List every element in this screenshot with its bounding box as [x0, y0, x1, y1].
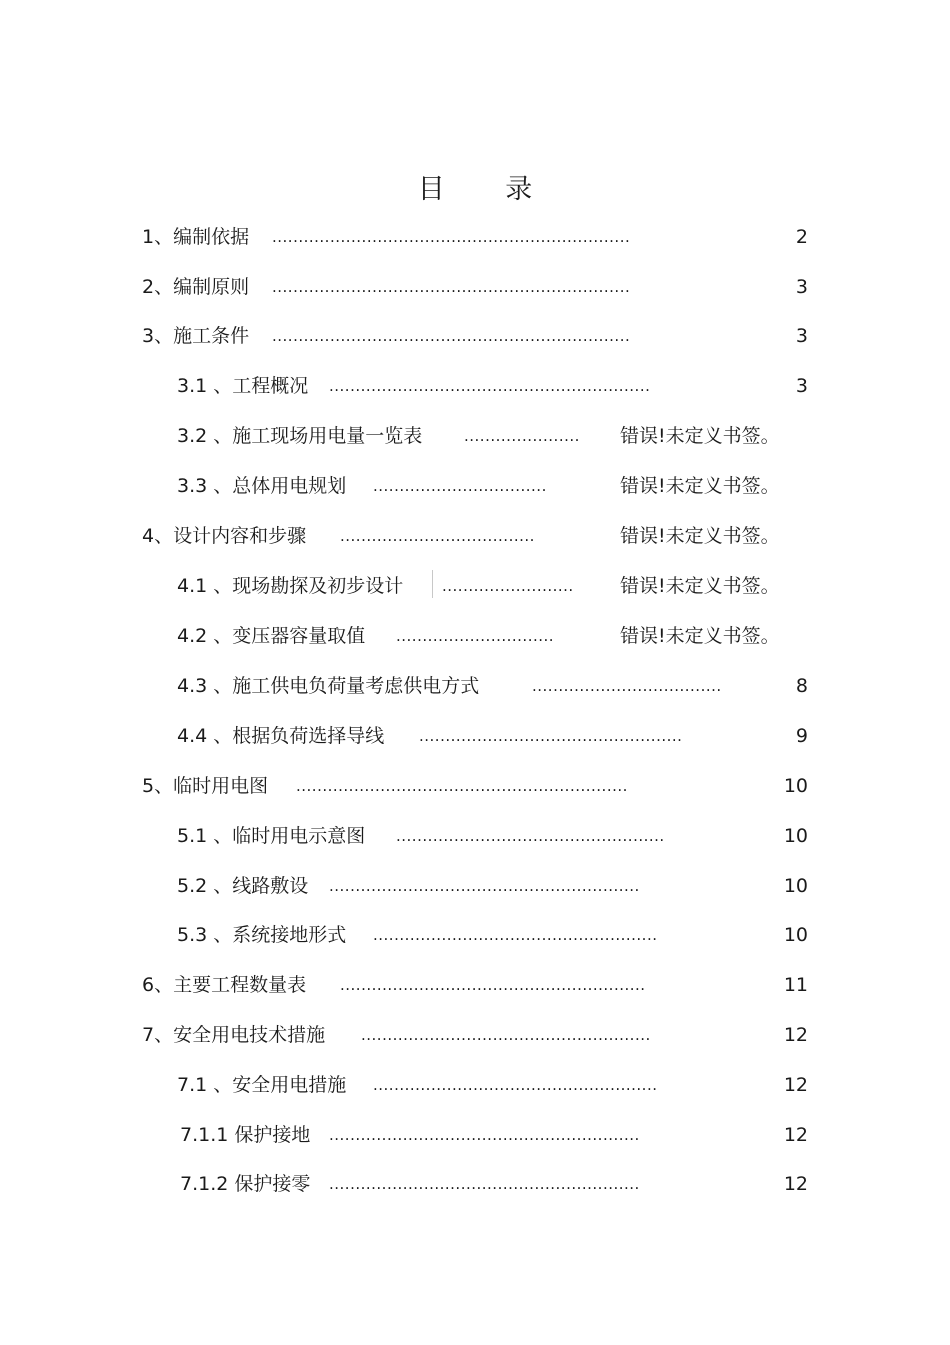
toc-leader-dots: ..................................... — [340, 527, 535, 545]
toc-leader-dots: .................................................................... — [272, 327, 631, 345]
toc-entry[interactable] — [180, 1122, 808, 1148]
toc-entry-page: 12 — [783, 1173, 808, 1195]
toc-entry-label: 4.2 、变压器容量取值 — [177, 625, 366, 647]
toc-leader-dots: .................................................. — [419, 727, 683, 745]
toc-leader-dots: .................................................................... — [272, 228, 631, 246]
toc-leader-dots: ................................. — [373, 477, 547, 495]
toc-leader-dots: .................................... — [532, 677, 722, 695]
toc-entry[interactable] — [177, 823, 808, 849]
toc-leader-dots: ........................................................... — [329, 877, 640, 895]
toc-entry[interactable] — [177, 623, 808, 649]
toc-entry-page: 错误!未定义书签。 — [620, 475, 780, 497]
toc-leader-dots: ............................................................. — [329, 377, 651, 395]
toc-entry[interactable] — [142, 773, 808, 799]
toc-entry-page: 错误!未定义书签。 — [620, 525, 780, 547]
toc-entry[interactable] — [177, 573, 808, 599]
toc-entry-label: 6、主要工程数量表 — [142, 974, 307, 996]
toc-entry[interactable] — [177, 673, 808, 699]
toc-leader-dots: ...................... — [464, 427, 580, 445]
toc-entry[interactable] — [177, 423, 808, 449]
toc-entry[interactable] — [142, 523, 808, 549]
toc-entry-page: 10 — [783, 775, 808, 797]
toc-entry[interactable] — [177, 723, 808, 749]
toc-entry[interactable] — [142, 1022, 808, 1048]
toc-entry-label: 4、设计内容和步骤 — [142, 525, 307, 547]
toc-title: 目 录 — [417, 174, 559, 205]
toc-leader-dots: ...................................................... — [373, 1076, 658, 1094]
toc-entry-label: 4.3 、施工供电负荷量考虑供电方式 — [177, 675, 480, 697]
toc-entry-page: 3 — [795, 276, 808, 298]
toc-entry-page: 11 — [783, 974, 808, 996]
toc-entry-label: 7.1.1 保护接地 — [180, 1124, 311, 1146]
toc-entry-page: 10 — [783, 924, 808, 946]
toc-entry-label: 3、施工条件 — [142, 325, 250, 347]
toc-leader-dots: ......................... — [442, 577, 574, 595]
toc-leader-dots: .............................. — [396, 627, 555, 645]
toc-entry[interactable] — [180, 1171, 808, 1197]
toc-entry[interactable] — [142, 224, 808, 250]
toc-leader-dots: ................................................... — [396, 827, 665, 845]
toc-entry-page: 10 — [783, 875, 808, 897]
toc-entry[interactable] — [177, 473, 808, 499]
toc-entry-label: 5.3 、系统接地形式 — [177, 924, 347, 946]
toc-leader-dots: ....................................................... — [361, 1026, 651, 1044]
toc-entry-page: 9 — [795, 725, 808, 747]
toc-entry[interactable] — [142, 323, 808, 349]
toc-leader-dots: ........................................................... — [329, 1126, 640, 1144]
toc-entry-label: 4.1 、现场勘探及初步设计 — [177, 575, 404, 597]
toc-entry-label: 3.2 、施工现场用电量一览表 — [177, 425, 423, 447]
toc-entry-page: 2 — [795, 226, 808, 248]
toc-entry-label: 1、编制依据 — [142, 226, 250, 248]
toc-entry-label: 4.4 、根据负荷选择导线 — [177, 725, 385, 747]
toc-entry-page: 3 — [795, 375, 808, 397]
toc-entry[interactable] — [177, 922, 808, 948]
toc-entry[interactable] — [177, 873, 808, 899]
toc-entry[interactable] — [142, 274, 808, 300]
toc-entry-page: 错误!未定义书签。 — [620, 425, 780, 447]
toc-entry-label: 5、临时用电图 — [142, 775, 269, 797]
toc-leader-dots: .......................................................... — [340, 976, 646, 994]
toc-entry-label: 5.2 、线路敷设 — [177, 875, 309, 897]
toc-entry-label: 2、编制原则 — [142, 276, 250, 298]
toc-entry-page: 12 — [783, 1124, 808, 1146]
toc-entry-page: 10 — [783, 825, 808, 847]
toc-leader-dots: ...................................................... — [373, 926, 658, 944]
toc-entry-page: 8 — [795, 675, 808, 697]
toc-entry-label: 3.1 、工程概况 — [177, 375, 309, 397]
toc-entry[interactable] — [177, 373, 808, 399]
toc-leader-dots: ........................................................... — [329, 1175, 640, 1193]
toc-entry-page: 3 — [795, 325, 808, 347]
toc-entry-page: 12 — [783, 1024, 808, 1046]
toc-entry-label: 7、安全用电技术措施 — [142, 1024, 326, 1046]
text-cursor-mark — [432, 570, 433, 598]
toc-entry-page: 错误!未定义书签。 — [620, 575, 780, 597]
toc-leader-dots: ............................................................... — [296, 777, 628, 795]
toc-entry-page: 12 — [783, 1074, 808, 1096]
toc-entry-label: 5.1 、临时用电示意图 — [177, 825, 366, 847]
toc-entry[interactable] — [177, 1072, 808, 1098]
toc-entry-page: 错误!未定义书签。 — [620, 625, 780, 647]
toc-entry-label: 3.3 、总体用电规划 — [177, 475, 347, 497]
toc-entry-label: 7.1.2 保护接零 — [180, 1173, 311, 1195]
toc-entry[interactable] — [142, 972, 808, 998]
toc-leader-dots: .................................................................... — [272, 278, 631, 296]
toc-entry-label: 7.1 、安全用电措施 — [177, 1074, 347, 1096]
